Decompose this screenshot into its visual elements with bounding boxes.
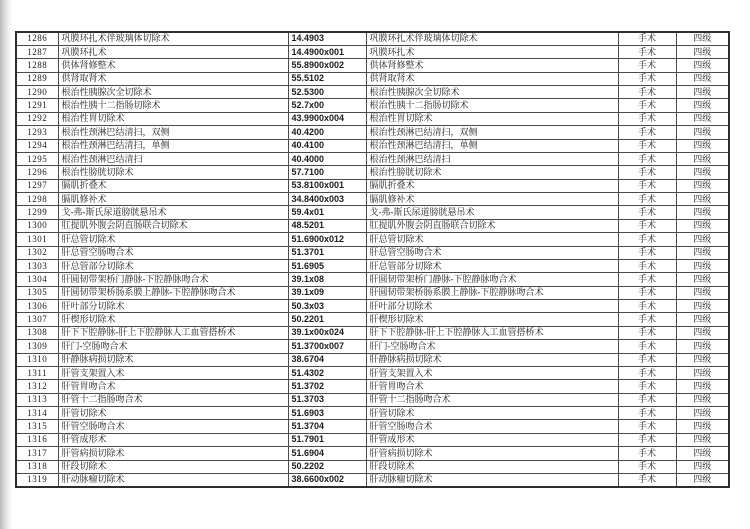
row-number: 1311 xyxy=(16,366,58,379)
procedure-name-repeat: 根治性颈淋巴结清扫 xyxy=(366,152,618,165)
procedure-code: 40.4100 xyxy=(288,139,366,152)
row-number: 1306 xyxy=(16,300,58,313)
level-value: 四级 xyxy=(676,313,729,326)
row-number: 1313 xyxy=(16,393,58,406)
procedure-name: 肝叶部分切除术 xyxy=(58,300,288,313)
table-row xyxy=(16,193,729,206)
procedure-name-repeat: 肝总管切除术 xyxy=(366,233,618,246)
procedure-name-repeat: 肝下下腔静脉-肝上下腔静脉人工血管搭桥术 xyxy=(366,326,618,339)
table-row xyxy=(16,112,729,125)
row-number: 1295 xyxy=(16,152,58,165)
category-value: 手术 xyxy=(618,233,676,246)
row-number: 1305 xyxy=(16,286,58,299)
row-number: 1304 xyxy=(16,273,58,286)
level-value: 四级 xyxy=(676,433,729,446)
procedure-name: 肝管病损切除术 xyxy=(58,447,288,460)
row-number: 1312 xyxy=(16,380,58,393)
table-row xyxy=(16,300,729,313)
procedure-name-repeat: 肝楔形切除术 xyxy=(366,313,618,326)
procedure-name: 根治性胰腺次全切除术 xyxy=(58,86,288,99)
category-value: 手术 xyxy=(618,366,676,379)
row-number: 1309 xyxy=(16,340,58,353)
category-value: 手术 xyxy=(618,126,676,139)
level-value: 四级 xyxy=(676,233,729,246)
row-number: 1314 xyxy=(16,407,58,420)
procedure-name-repeat: 肝静脉病损切除术 xyxy=(366,353,618,366)
level-value: 四级 xyxy=(676,420,729,433)
procedure-name-repeat: 肝门-空肠吻合术 xyxy=(366,340,618,353)
level-value: 四级 xyxy=(676,473,729,486)
procedure-name-repeat: 巩膜环扎术伴玻璃体切除术 xyxy=(366,32,618,45)
table-row xyxy=(16,407,729,420)
row-number: 1300 xyxy=(16,219,58,232)
category-value: 手术 xyxy=(618,72,676,85)
procedure-name-repeat: 肝动脉瘤切除术 xyxy=(366,473,618,486)
table-row xyxy=(16,286,729,299)
procedure-name: 根治性膀胱切除术 xyxy=(58,166,288,179)
level-value: 四级 xyxy=(676,126,729,139)
table-row xyxy=(16,420,729,433)
category-value: 手术 xyxy=(618,393,676,406)
table-row xyxy=(16,366,729,379)
category-value: 手术 xyxy=(618,407,676,420)
procedure-code: 39.1x09 xyxy=(288,286,366,299)
procedure-name: 肝动脉瘤切除术 xyxy=(58,473,288,486)
table-row xyxy=(16,45,729,58)
table-row xyxy=(16,313,729,326)
table-row xyxy=(16,206,729,219)
category-value: 手术 xyxy=(618,152,676,165)
procedure-name-repeat: 戈-弗-斯氏尿道膀胱悬吊术 xyxy=(366,206,618,219)
table-body xyxy=(16,32,729,487)
procedure-code: 52.5300 xyxy=(288,86,366,99)
row-number: 1316 xyxy=(16,433,58,446)
level-value: 四级 xyxy=(676,179,729,192)
level-value: 四级 xyxy=(676,193,729,206)
row-number: 1288 xyxy=(16,59,58,72)
procedure-name: 膈肌修补术 xyxy=(58,193,288,206)
level-value: 四级 xyxy=(676,166,729,179)
level-value: 四级 xyxy=(676,206,729,219)
procedure-code: 43.9900x004 xyxy=(288,112,366,125)
procedure-name-repeat: 肝总管部分切除术 xyxy=(366,259,618,272)
category-value: 手术 xyxy=(618,193,676,206)
procedure-code: 55.5102 xyxy=(288,72,366,85)
page-edge-shadow xyxy=(0,0,12,529)
category-value: 手术 xyxy=(618,219,676,232)
procedure-name: 戈-弗-斯氏尿道膀胱悬吊术 xyxy=(58,206,288,219)
table-row xyxy=(16,179,729,192)
procedure-code: 51.3702 xyxy=(288,380,366,393)
table-row xyxy=(16,126,729,139)
level-value: 四级 xyxy=(676,259,729,272)
category-value: 手术 xyxy=(618,206,676,219)
level-value: 四级 xyxy=(676,460,729,473)
table-row xyxy=(16,32,729,45)
procedure-name-repeat: 肝管空肠吻合术 xyxy=(366,420,618,433)
procedure-name-repeat: 供体肾修整术 xyxy=(366,59,618,72)
procedure-name-repeat: 巩膜环扎术 xyxy=(366,45,618,58)
row-number: 1290 xyxy=(16,86,58,99)
level-value: 四级 xyxy=(676,326,729,339)
procedure-name: 肝总管切除术 xyxy=(58,233,288,246)
procedure-name-repeat: 肝管成形术 xyxy=(366,433,618,446)
table-row xyxy=(16,152,729,165)
procedure-name: 肛提肌外腹会阴直肠联合切除术 xyxy=(58,219,288,232)
procedure-name: 肝楔形切除术 xyxy=(58,313,288,326)
level-value: 四级 xyxy=(676,219,729,232)
row-number: 1307 xyxy=(16,313,58,326)
procedure-name-repeat: 根治性颈淋巴结清扫，单侧 xyxy=(366,139,618,152)
procedure-name: 肝管十二指肠吻合术 xyxy=(58,393,288,406)
table-row xyxy=(16,380,729,393)
procedure-name: 根治性颈淋巴结清扫，双侧 xyxy=(58,126,288,139)
procedure-name-repeat: 根治性胃切除术 xyxy=(366,112,618,125)
procedure-code: 48.5201 xyxy=(288,219,366,232)
procedure-name: 肝管成形术 xyxy=(58,433,288,446)
category-value: 手术 xyxy=(618,246,676,259)
row-number: 1308 xyxy=(16,326,58,339)
procedure-code: 51.6905 xyxy=(288,259,366,272)
procedure-name-repeat: 肝管病损切除术 xyxy=(366,447,618,460)
procedure-name-repeat: 肝管切除术 xyxy=(366,407,618,420)
procedure-name: 肝总管空肠吻合术 xyxy=(58,246,288,259)
procedure-name: 肝圆韧带架桥肠系膜上静脉-下腔静脉吻合术 xyxy=(58,286,288,299)
procedure-name: 根治性胰十二指肠切除术 xyxy=(58,99,288,112)
procedure-name: 肝段切除术 xyxy=(58,460,288,473)
procedure-name-repeat: 肝圆韧带架桥肠系膜上静脉-下腔静脉吻合术 xyxy=(366,286,618,299)
procedure-name-repeat: 根治性膀胱切除术 xyxy=(366,166,618,179)
category-value: 手术 xyxy=(618,447,676,460)
procedure-name-repeat: 肝段切除术 xyxy=(366,460,618,473)
procedure-code: 34.8400x003 xyxy=(288,193,366,206)
level-value: 四级 xyxy=(676,139,729,152)
category-value: 手术 xyxy=(618,112,676,125)
procedure-name: 肝管切除术 xyxy=(58,407,288,420)
row-number: 1291 xyxy=(16,99,58,112)
level-value: 四级 xyxy=(676,45,729,58)
category-value: 手术 xyxy=(618,353,676,366)
procedure-name-repeat: 根治性胰十二指肠切除术 xyxy=(366,99,618,112)
category-value: 手术 xyxy=(618,313,676,326)
table-row xyxy=(16,473,729,486)
table-row xyxy=(16,139,729,152)
procedure-table xyxy=(15,31,730,488)
level-value: 四级 xyxy=(676,86,729,99)
level-value: 四级 xyxy=(676,393,729,406)
level-value: 四级 xyxy=(676,273,729,286)
row-number: 1299 xyxy=(16,206,58,219)
category-value: 手术 xyxy=(618,86,676,99)
procedure-code: 51.3703 xyxy=(288,393,366,406)
level-value: 四级 xyxy=(676,407,729,420)
procedure-code: 51.6904 xyxy=(288,447,366,460)
category-value: 手术 xyxy=(618,300,676,313)
procedure-code: 50.3x03 xyxy=(288,300,366,313)
category-value: 手术 xyxy=(618,460,676,473)
procedure-name: 肝圆韧带架桥门静脉-下腔静脉吻合术 xyxy=(58,273,288,286)
procedure-code: 52.7x00 xyxy=(288,99,366,112)
procedure-name: 供肾取肾术 xyxy=(58,72,288,85)
table-row xyxy=(16,72,729,85)
category-value: 手术 xyxy=(618,273,676,286)
procedure-name-repeat: 肛提肌外腹会阴直肠联合切除术 xyxy=(366,219,618,232)
level-value: 四级 xyxy=(676,286,729,299)
procedure-name: 巩膜环扎术伴玻璃体切除术 xyxy=(58,32,288,45)
procedure-name: 根治性颈淋巴结清扫 xyxy=(58,152,288,165)
row-number: 1293 xyxy=(16,126,58,139)
procedure-name: 根治性胃切除术 xyxy=(58,112,288,125)
level-value: 四级 xyxy=(676,366,729,379)
table-row xyxy=(16,340,729,353)
level-value: 四级 xyxy=(676,152,729,165)
procedure-code: 40.4200 xyxy=(288,126,366,139)
table-row xyxy=(16,353,729,366)
row-number: 1298 xyxy=(16,193,58,206)
row-number: 1303 xyxy=(16,259,58,272)
category-value: 手术 xyxy=(618,32,676,45)
level-value: 四级 xyxy=(676,380,729,393)
procedure-name: 肝管空肠吻合术 xyxy=(58,420,288,433)
procedure-code: 50.2201 xyxy=(288,313,366,326)
row-number: 1292 xyxy=(16,112,58,125)
table-row xyxy=(16,166,729,179)
procedure-name: 肝管胃吻合术 xyxy=(58,380,288,393)
procedure-code: 39.1x00x024 xyxy=(288,326,366,339)
row-number: 1315 xyxy=(16,420,58,433)
row-number: 1297 xyxy=(16,179,58,192)
category-value: 手术 xyxy=(618,45,676,58)
procedure-code: 55.8900x002 xyxy=(288,59,366,72)
procedure-code: 38.6704 xyxy=(288,353,366,366)
row-number: 1302 xyxy=(16,246,58,259)
table-row xyxy=(16,447,729,460)
procedure-code: 50.2202 xyxy=(288,460,366,473)
category-value: 手术 xyxy=(618,380,676,393)
row-number: 1317 xyxy=(16,447,58,460)
category-value: 手术 xyxy=(618,286,676,299)
procedure-code: 14.4900x001 xyxy=(288,45,366,58)
table-row xyxy=(16,326,729,339)
row-number: 1296 xyxy=(16,166,58,179)
category-value: 手术 xyxy=(618,166,676,179)
level-value: 四级 xyxy=(676,32,729,45)
procedure-code: 38.6600x002 xyxy=(288,473,366,486)
procedure-code: 51.3704 xyxy=(288,420,366,433)
procedure-code: 51.4302 xyxy=(288,366,366,379)
category-value: 手术 xyxy=(618,139,676,152)
category-value: 手术 xyxy=(618,420,676,433)
table-row xyxy=(16,393,729,406)
table-row xyxy=(16,99,729,112)
category-value: 手术 xyxy=(618,59,676,72)
procedure-name: 肝管支架置入术 xyxy=(58,366,288,379)
row-number: 1301 xyxy=(16,233,58,246)
level-value: 四级 xyxy=(676,353,729,366)
procedure-name: 供体肾修整术 xyxy=(58,59,288,72)
row-number: 1294 xyxy=(16,139,58,152)
category-value: 手术 xyxy=(618,326,676,339)
table-row xyxy=(16,433,729,446)
procedure-name: 巩膜环扎术 xyxy=(58,45,288,58)
procedure-name-repeat: 肝管十二指肠吻合术 xyxy=(366,393,618,406)
procedure-name-repeat: 供肾取肾术 xyxy=(366,72,618,85)
table-row xyxy=(16,273,729,286)
procedure-code: 14.4903 xyxy=(288,32,366,45)
row-number: 1289 xyxy=(16,72,58,85)
level-value: 四级 xyxy=(676,300,729,313)
procedure-name: 肝下下腔静脉-肝上下腔静脉人工血管搭桥术 xyxy=(58,326,288,339)
procedure-name-repeat: 膈肌折叠术 xyxy=(366,179,618,192)
row-number: 1318 xyxy=(16,460,58,473)
row-number: 1319 xyxy=(16,473,58,486)
level-value: 四级 xyxy=(676,99,729,112)
table-row xyxy=(16,246,729,259)
procedure-name: 肝门-空肠吻合术 xyxy=(58,340,288,353)
category-value: 手术 xyxy=(618,473,676,486)
procedure-name-repeat: 肝管胃吻合术 xyxy=(366,380,618,393)
procedure-name-repeat: 根治性胰腺次全切除术 xyxy=(366,86,618,99)
level-value: 四级 xyxy=(676,112,729,125)
procedure-name: 肝总管部分切除术 xyxy=(58,259,288,272)
category-value: 手术 xyxy=(618,340,676,353)
level-value: 四级 xyxy=(676,72,729,85)
table-row xyxy=(16,219,729,232)
procedure-code: 53.8100x001 xyxy=(288,179,366,192)
procedure-name: 膈肌折叠术 xyxy=(58,179,288,192)
table-row xyxy=(16,86,729,99)
procedure-name-repeat: 根治性颈淋巴结清扫，双侧 xyxy=(366,126,618,139)
row-number: 1310 xyxy=(16,353,58,366)
procedure-name-repeat: 肝圆韧带架桥门静脉-下腔静脉吻合术 xyxy=(366,273,618,286)
procedure-name: 肝静脉病损切除术 xyxy=(58,353,288,366)
row-number: 1287 xyxy=(16,45,58,58)
procedure-code: 51.6900x012 xyxy=(288,233,366,246)
procedure-code: 39.1x08 xyxy=(288,273,366,286)
category-value: 手术 xyxy=(618,433,676,446)
table-row xyxy=(16,259,729,272)
procedure-code: 59.4x01 xyxy=(288,206,366,219)
procedure-code: 57.7100 xyxy=(288,166,366,179)
table-row xyxy=(16,59,729,72)
row-number: 1286 xyxy=(16,32,58,45)
procedure-name-repeat: 肝叶部分切除术 xyxy=(366,300,618,313)
procedure-name-repeat: 膈肌修补术 xyxy=(366,193,618,206)
table-row xyxy=(16,233,729,246)
level-value: 四级 xyxy=(676,340,729,353)
category-value: 手术 xyxy=(618,179,676,192)
level-value: 四级 xyxy=(676,59,729,72)
procedure-code: 51.7901 xyxy=(288,433,366,446)
procedure-code: 51.3700x007 xyxy=(288,340,366,353)
table-row xyxy=(16,460,729,473)
procedure-code: 40.4000 xyxy=(288,152,366,165)
procedure-code: 51.3701 xyxy=(288,246,366,259)
category-value: 手术 xyxy=(618,259,676,272)
level-value: 四级 xyxy=(676,447,729,460)
procedure-name: 根治性颈淋巴结清扫，单侧 xyxy=(58,139,288,152)
level-value: 四级 xyxy=(676,246,729,259)
category-value: 手术 xyxy=(618,99,676,112)
procedure-name-repeat: 肝总管空肠吻合术 xyxy=(366,246,618,259)
procedure-name-repeat: 肝管支架置入术 xyxy=(366,366,618,379)
procedure-code: 51.6903 xyxy=(288,407,366,420)
